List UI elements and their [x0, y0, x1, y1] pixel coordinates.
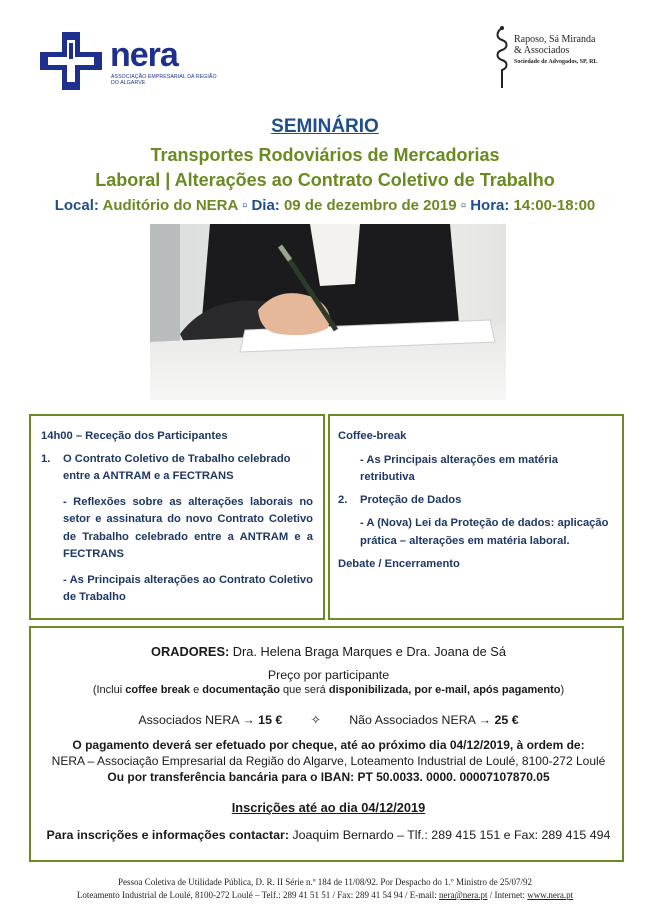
signing-document-photo: [150, 224, 506, 400]
price-note: [31, 684, 626, 696]
seminar-title: SEMINÁRIO: [271, 116, 379, 137]
law-firm-name-line1: Raposo, Sá Miranda: [514, 34, 596, 45]
local-value: Auditório do NERA: [102, 197, 238, 214]
footer-line-1: Pessoa Coletiva de Utilidade Pública, D. R. II Série n.º 184 de 11/08/92. Por Despacho do 1.º Ministro de 25/07/92: [118, 877, 532, 887]
event-info-line: [0, 197, 650, 214]
event-details-box: [29, 626, 624, 862]
nera-cross-icon: [40, 32, 102, 90]
footer-website-link[interactable]: www.nera.pt: [527, 890, 574, 900]
seminar-subtitle-1: Transportes Rodoviários de Mercadorias: [150, 145, 500, 165]
nonmembers-price: 25 €: [494, 713, 519, 727]
payment-line-3: Ou por transferência bancária para o IBAN: PT 50.0033. 0000. 00007107870.05: [107, 770, 550, 784]
program-item-1: [41, 451, 313, 486]
program-item-2-sub: - A (Nova) Lei da Proteção de dados: aplicação prática – alterações em matéria laboral.: [360, 517, 609, 547]
date-label: Dia:: [251, 197, 280, 214]
nera-brand-name: nera: [110, 36, 178, 74]
closing-item: Debate / Encerramento: [338, 558, 460, 570]
contact-label: Para inscrições e informações contactar:: [46, 828, 289, 842]
separator: ▫: [237, 197, 252, 214]
law-firm-mark-icon: [492, 26, 512, 90]
prices-line: [31, 712, 626, 727]
price-note-docs: documentação: [202, 684, 280, 696]
payment-line-2: NERA – Associação Empresarial da Região do Algarve, Loteamento Industrial de Loulé, 8100-272 Loulé: [51, 754, 606, 768]
program-item-1-sub1: - Reflexões sobre as alterações laborais no setor e assinatura do novo Contrato Coletivo de Trabalho celebrado entre a ANTRAM e a FECTRANS: [63, 495, 313, 560]
program-item-1-title: O Contrato Coletivo de Trabalho celebrado entre a ANTRAM e a FECTRANS: [63, 452, 291, 482]
coffee-break-sub: - As Principais alterações em matéria retributiva: [360, 453, 558, 483]
law-firm-name-line2: & Associados: [514, 45, 570, 56]
payment-line-1: O pagamento deverá ser efetuado por cheque, até ao próximo dia 04/12/2019, à ordem de:: [72, 738, 585, 752]
contact-value: Joaquim Bernardo – Tlf.: 289 415 151 e Fax: 289 415 494: [288, 828, 611, 842]
local-label: Local:: [54, 197, 99, 214]
diamond-icon: ✧: [310, 713, 321, 727]
law-firm-name-line3: Sociedade de Advogados, SP, RL: [514, 59, 598, 65]
reception-item: 14h00 – Receção dos Participantes: [41, 430, 228, 442]
price-title: Preço por participante: [267, 668, 390, 682]
members-label: Associados NERA →: [138, 713, 259, 727]
separator: ▫: [456, 197, 471, 214]
nera-logo: [40, 30, 217, 92]
footer-email-link[interactable]: nera@nera.pt: [438, 890, 488, 900]
registration-deadline: Inscrições até ao dia 04/12/2019: [231, 800, 426, 815]
price-note-part: que será: [279, 684, 329, 696]
price-note-part: e: [190, 684, 203, 696]
time-label: Hora:: [470, 197, 510, 214]
date-value: 09 de dezembro de 2019: [283, 197, 457, 214]
footer-address: Loteamento Industrial de Loulé, 8100-272 Loulé – Telf.: 289 41 51 51 / Fax: 289 41 54 94 / E-mail:: [76, 890, 439, 900]
program-item-2-title: Proteção de Dados: [360, 493, 462, 506]
contact-line: [31, 828, 626, 842]
speakers-line: [31, 644, 626, 659]
program-item-2-number: 2.: [338, 493, 348, 506]
price-note-part: (Inclui: [92, 684, 126, 696]
photo-illustration: [150, 224, 506, 400]
footer-line-2: [0, 890, 650, 900]
speakers-label: ORADORES:: [151, 644, 230, 659]
speakers-names: Dra. Helena Braga Marques e Dra. Joana de Sá: [229, 644, 506, 659]
program-box-right: [328, 414, 624, 620]
nera-brand-subtitle: ASSOCIAÇÃO EMPRESARIAL DA REGIÃO DO ALGARVE: [111, 74, 217, 86]
price-note-coffee: coffee break: [125, 684, 191, 696]
coffee-break-item: Coffee-break: [338, 430, 407, 442]
law-firm-logo: [492, 26, 617, 90]
nonmembers-label: Não Associados NERA →: [349, 713, 495, 727]
program-item-2: [338, 492, 612, 510]
members-price: 15 €: [258, 713, 283, 727]
price-note-delivery: disponibilizada, por e-mail, após pagamento: [328, 684, 561, 696]
program-item-1-sub2: - As Principais alterações ao Contrato Coletivo de Trabalho: [63, 573, 313, 603]
program-box-left: [29, 414, 325, 620]
program-item-1-number: 1.: [41, 452, 51, 465]
footer-internet-label: / Internet:: [487, 890, 528, 900]
price-note-part: ): [560, 684, 565, 696]
seminar-subtitle-2: Laboral | Alterações ao Contrato Coletivo de Trabalho: [95, 170, 555, 190]
time-value: 14:00-18:00: [513, 197, 596, 214]
